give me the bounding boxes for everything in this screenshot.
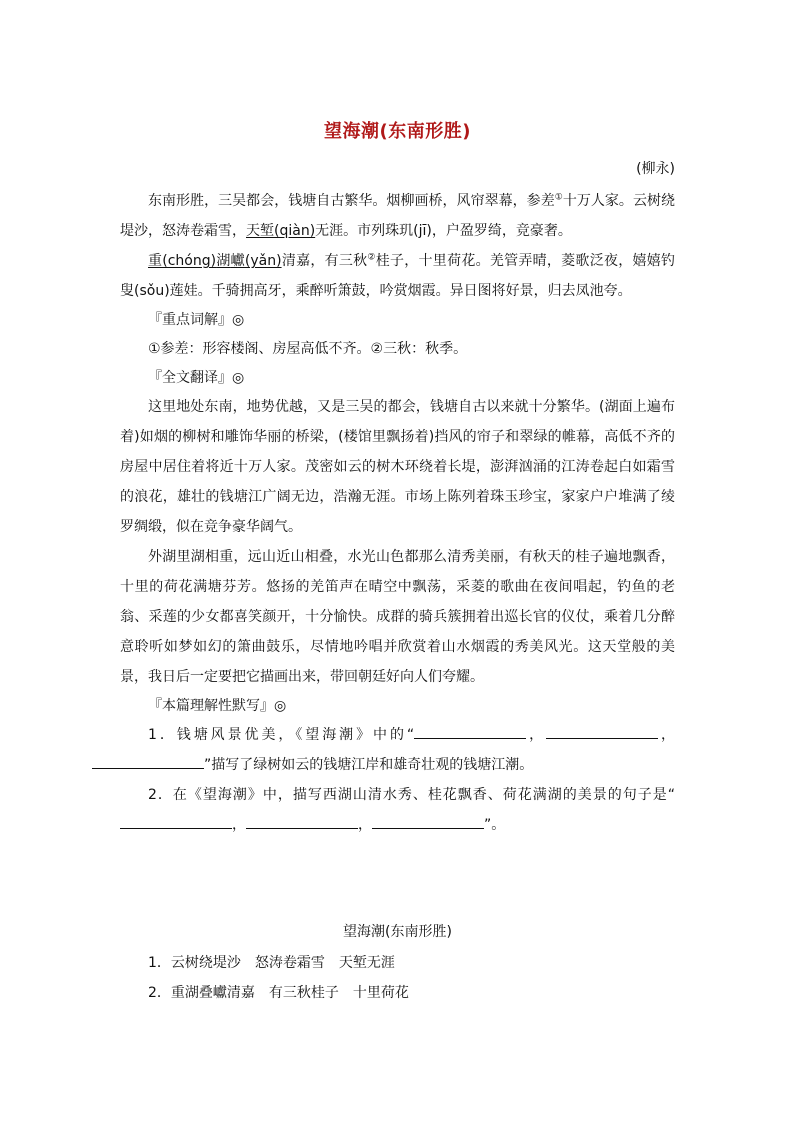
spacer xyxy=(120,840,675,918)
question-text: 1．钱塘风景优美，《望海潮》中的“ xyxy=(148,727,415,743)
author-name: (柳永) xyxy=(636,161,675,177)
question-text: 2．在《望海潮》中，描写西湖山清水秀、桂花飘香、荷花满湖的美景的句子是“ xyxy=(148,787,675,803)
poem-text: 无涯。市列珠玑(jī)，户盈罗绮，竞豪奢。 xyxy=(315,223,572,239)
answer-blank[interactable] xyxy=(120,810,232,829)
poem-text: 桂子，十里荷花。羌管弄晴，菱歌泛夜，嬉嬉钓叟(sǒu)莲娃。千骑拥高牙，乘醉听箫鼓，吟赏烟霞。异日图将好景，归去凤池夸。 xyxy=(120,253,676,299)
separator: ， xyxy=(526,727,547,743)
question-text: ”描写了绿树如云的钱塘江岸和雄奇壮观的钱塘江潮。 xyxy=(204,757,534,773)
answer-blank[interactable] xyxy=(546,720,658,739)
answer-blank[interactable] xyxy=(372,810,484,829)
poem-paragraph-2 xyxy=(120,246,675,306)
poem-text: 东南形胜，三吴都会，钱塘自古繁华。烟柳画桥，风帘翠幕，参差 xyxy=(148,193,555,209)
question-2 xyxy=(120,780,675,840)
separator: ， xyxy=(658,727,676,743)
underlined-word: 湖 xyxy=(216,253,231,269)
answer-blank[interactable] xyxy=(246,810,358,829)
answers-title: 望海潮(东南形胜) xyxy=(343,924,452,940)
document-page xyxy=(120,118,675,1008)
notes-text: ①参差：形容楼阁、房屋高低不齐。②三秋：秋季。 xyxy=(148,341,468,357)
answer-blank[interactable] xyxy=(92,750,204,769)
footnote-marker: ① xyxy=(554,192,563,203)
footnote-marker: ② xyxy=(367,252,376,263)
translation-paragraph-2: 外湖里湖相重，远山近山相叠，水光山色都那么清秀美丽，有秋天的桂子遍地飘香，十里的荷花满塘芬芳。悠扬的羌笛声在晴空中飘荡，采菱的歌曲在夜间唱起，钓鱼的老翁、采莲的少女都喜笑颜开，十分愉快。成群的骑兵簇拥着出巡长官的仪仗，乘着几分醉意聆听如梦如幻的箫曲鼓乐，尽情地吟唱并欣赏着山水烟霞的秀美风光。这天堂般的美景，我日后一定要把它描画出来，带回朝廷好向人们夸耀。 xyxy=(120,549,675,685)
notes-heading: 『重点词解』◎ xyxy=(148,312,245,328)
answer-1: 1．云树绕堤沙 怒涛卷霜雪 天堑无涯 xyxy=(148,955,395,971)
question-text: ”。 xyxy=(484,817,506,833)
underlined-word: 重(chóng) xyxy=(148,253,217,269)
translation-paragraph-1: 这里地处东南，地势优越，又是三吴的都会，钱塘自古以来就十分繁华。(湖面上遍布着)如烟的柳树和雕饰华丽的桥梁，(楼馆里飘扬着)挡风的帘子和翠绿的帷幕，高低不齐的房屋中居住着将近十万人家。茂密如云的树木环绕着长堤，澎湃汹涌的江涛卷起白如霜雪的浪花，雄壮的钱塘江广阔无边，浩瀚无涯。市场上陈列着珠玉珍宝，家家户户堆满了绫罗绸缎，似在竞争豪华阔气。 xyxy=(120,399,675,535)
separator: ， xyxy=(358,817,372,833)
underlined-word: 巘(yǎn) xyxy=(230,253,282,269)
poem-text: 清嘉，有三秋 xyxy=(281,253,368,269)
translation-heading: 『全文翻译』◎ xyxy=(148,370,245,386)
question-1 xyxy=(120,720,675,780)
answer-blank[interactable] xyxy=(414,720,526,739)
document-title: 望海潮(东南形胜) xyxy=(324,121,471,142)
underlined-word: 天堑(qiàn) xyxy=(246,223,316,239)
poem-text: 十万人家。云树绕堤沙，怒涛卷霜雪， xyxy=(120,193,676,239)
poem-paragraph-1 xyxy=(120,186,675,246)
dictation-heading: 『本篇理解性默写』◎ xyxy=(148,698,287,714)
answer-2: 2．重湖叠巘清嘉 有三秋桂子 十里荷花 xyxy=(148,985,409,1001)
separator: ， xyxy=(232,817,246,833)
